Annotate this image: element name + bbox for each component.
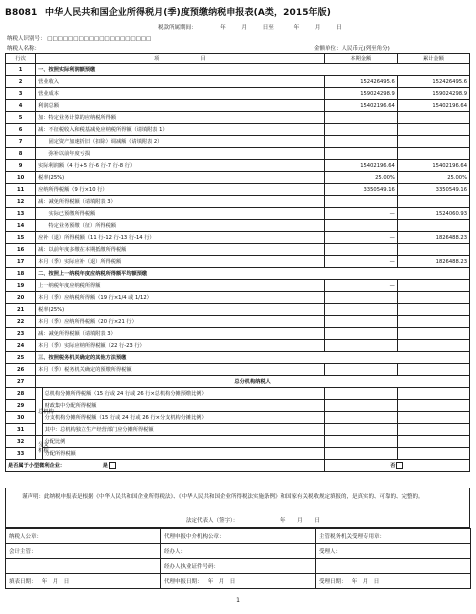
branch-label-line2: 机构 xyxy=(38,447,49,454)
row-number: 5 xyxy=(6,112,36,124)
tax-period xyxy=(158,23,342,31)
table-row xyxy=(6,400,470,412)
accounting-supervisor[interactable]: 会计主管： xyxy=(6,544,161,559)
row-current-value[interactable] xyxy=(324,196,397,208)
row-cumulative-value[interactable] xyxy=(397,388,469,400)
hq-label: 总机构 xyxy=(36,388,42,436)
row-item: 减：以前年度多缴在本期抵缴所得税额 xyxy=(36,244,325,256)
row-item: 减：减免所得税额（请填附表 3） xyxy=(36,328,325,340)
row-cumulative-value[interactable]: 15402196.64 xyxy=(397,160,469,172)
row-cumulative-value[interactable] xyxy=(397,136,469,148)
table-row xyxy=(6,292,470,304)
header-item: 项 目 xyxy=(36,54,325,64)
table-row xyxy=(6,148,470,160)
table-row xyxy=(6,388,470,400)
row-number: 22 xyxy=(6,316,36,328)
section-row xyxy=(6,64,470,76)
table-row xyxy=(6,220,470,232)
row-number: 2 xyxy=(6,76,36,88)
taxpayer-id-boxes[interactable]: □□□□□□□□□□□□□□□□□□□□ xyxy=(47,36,152,42)
form-code: B8081 xyxy=(5,8,38,18)
tax-return-table xyxy=(5,53,470,472)
row-current-value[interactable] xyxy=(324,340,397,352)
section-title-other-method: 三、按照税务机关确定的其他方法预缴 xyxy=(36,352,470,364)
table-row xyxy=(6,412,470,424)
row-cumulative-value[interactable] xyxy=(397,328,469,340)
small-enterprise-row xyxy=(6,460,470,472)
row-cumulative-value[interactable] xyxy=(397,364,469,376)
row-current-value[interactable] xyxy=(324,148,397,160)
row-cumulative-value[interactable]: 1826488.23 xyxy=(397,256,469,268)
period-day-2: 日 xyxy=(336,25,342,31)
row-item: 应纳所得税额（9 行×10 行） xyxy=(36,184,325,196)
row-number: 21 xyxy=(6,304,36,316)
accept-date-label: 受理日期： xyxy=(319,579,347,585)
row-number: 19 xyxy=(6,280,36,292)
row-number: 1 xyxy=(6,64,36,76)
row-current-value[interactable] xyxy=(324,220,397,232)
table-row xyxy=(6,448,470,460)
taxpayer-seal[interactable]: 纳税人公章： xyxy=(6,529,161,544)
row-current-value[interactable] xyxy=(324,400,397,412)
signature-day: 日 xyxy=(314,518,321,524)
row-item: 弥补以前年度亏损 xyxy=(36,148,325,160)
row-item: 本月（季）应纳税所得额（19 行×1/4 或 1/12） xyxy=(36,292,325,304)
row-cumulative-value[interactable]: 3350549.16 xyxy=(397,184,469,196)
unit-label: 金额单位： xyxy=(314,46,342,52)
footer-row xyxy=(6,574,471,589)
row-item: 税率(25%) xyxy=(36,304,325,316)
table-row xyxy=(6,196,470,208)
row-current-value[interactable]: 152426495.6 xyxy=(324,76,397,88)
row-current-value[interactable] xyxy=(324,136,397,148)
taxpayer-id-label: 纳税人识别号： xyxy=(7,36,46,42)
table-row xyxy=(6,304,470,316)
row-current-value[interactable]: 15402196.64 xyxy=(324,100,397,112)
tax-authority-seal[interactable]: 主管税务机关受理专用章： xyxy=(316,529,471,544)
row-current-value[interactable]: — xyxy=(324,208,397,220)
row-current-value[interactable] xyxy=(324,412,397,424)
declaration-text: 谨声明：此纳税申报表是根据《中华人民共和国企业所得税法》、《中华人民共和国企业所得税法实施条例》和国家有关税收规定填报的，是真实的、可靠的、完整的。 xyxy=(22,494,424,500)
footer-row xyxy=(6,529,471,544)
row-number: 32 xyxy=(6,436,36,448)
row-item: 减：减免所得税额（请填附表 3） xyxy=(36,196,325,208)
form-title-text: 中华人民共和国企业所得税月(季)度预缴纳税申报表(A类，2015年版) xyxy=(45,8,331,18)
row-cumulative-value[interactable]: 25.00% xyxy=(397,172,469,184)
row-item: 本月（季）实际应纳所得税额（22 行-23 行） xyxy=(36,340,325,352)
row-number: 27 xyxy=(6,376,36,388)
table-row xyxy=(6,340,470,352)
section2-rows xyxy=(6,280,470,352)
row-item: 本月（季）实际应补（退）所得税额 xyxy=(36,256,325,268)
fill-date[interactable] xyxy=(6,574,161,589)
row-number: 29 xyxy=(6,400,36,412)
table-row xyxy=(6,208,470,220)
row-cumulative-value[interactable] xyxy=(397,400,469,412)
row-cumulative-value[interactable]: 152426495.6 xyxy=(397,76,469,88)
table-row xyxy=(6,232,470,244)
section-title-average: 二、按照上一纳税年度应纳税所得额平均额预缴 xyxy=(36,268,470,280)
row-cumulative-value[interactable] xyxy=(397,292,469,304)
row-item: 固定资产加速折旧（扣除）调减额（请填附表 2） xyxy=(36,136,325,148)
row-cumulative-value[interactable] xyxy=(397,124,469,136)
row-current-value[interactable]: — xyxy=(324,232,397,244)
footer-row xyxy=(6,559,471,574)
row-current-value[interactable]: 15402196.64 xyxy=(324,160,397,172)
row-cumulative-value[interactable] xyxy=(397,196,469,208)
fill-date-label: 填表日期： xyxy=(9,579,37,585)
currency-unit xyxy=(314,44,390,52)
period-day-to: 日至 xyxy=(262,25,274,31)
table-row xyxy=(6,280,470,292)
row-number: 11 xyxy=(6,184,36,196)
row-current-value[interactable] xyxy=(324,124,397,136)
section1-rows xyxy=(6,76,470,268)
small-no-label: 否 xyxy=(390,463,396,469)
row-current-value[interactable] xyxy=(324,436,397,448)
table-row xyxy=(6,124,470,136)
row-number: 16 xyxy=(6,244,36,256)
row-current-value[interactable]: — xyxy=(324,280,397,292)
fill-date-ymd: 年 月 日 xyxy=(41,579,70,585)
row-number: 3 xyxy=(6,88,36,100)
agent-seal[interactable]: 代理申报中介机构公章： xyxy=(161,529,316,544)
row-number: 18 xyxy=(6,268,36,280)
legal-rep-signature xyxy=(186,516,320,524)
small-no-cell xyxy=(324,460,469,472)
row-cumulative-value[interactable]: 1524060.93 xyxy=(397,208,469,220)
table-header-row xyxy=(6,54,470,64)
row-cumulative-value[interactable]: 15402196.64 xyxy=(397,100,469,112)
agent-date[interactable] xyxy=(161,574,316,589)
small-enterprise-question xyxy=(6,460,325,472)
row-current-value[interactable] xyxy=(324,316,397,328)
row-number: 31 xyxy=(6,424,36,436)
period-label: 税款所属期间： xyxy=(158,25,197,31)
row-item: 分支机构分摊所得税额（15 行或 24 行或 26 行×分支机构分摊比例） xyxy=(42,412,324,424)
row-item: 财政集中分配所得税额 xyxy=(42,400,324,412)
row-number: 6 xyxy=(6,124,36,136)
row-current-value[interactable] xyxy=(324,424,397,436)
small-yes-label: 是 xyxy=(102,463,108,469)
row-cumulative-value[interactable]: 1826488.23 xyxy=(397,232,469,244)
row-cumulative-value[interactable] xyxy=(397,220,469,232)
row-cumulative-value[interactable] xyxy=(397,148,469,160)
branch-label-line1: 分支 xyxy=(38,441,49,448)
page-number: 1 xyxy=(236,597,240,604)
footer-table xyxy=(5,528,471,589)
row-item: 营业收入 xyxy=(36,76,325,88)
row-number: 20 xyxy=(6,292,36,304)
acceptor[interactable]: 受理人： xyxy=(316,544,471,559)
row-item: 应补（退）所得税额（11 行-12 行-13 行-14 行） xyxy=(36,232,325,244)
row-current-value[interactable] xyxy=(324,364,397,376)
row-item: 减：不征税收入和税基减免应纳税所得额（请填附表 1） xyxy=(36,124,325,136)
header-row-no: 行次 xyxy=(6,54,36,64)
period-year-1: 年 xyxy=(220,25,226,31)
row-current-value[interactable] xyxy=(324,244,397,256)
table-row xyxy=(6,76,470,88)
table-row xyxy=(6,328,470,340)
footer-row xyxy=(6,544,471,559)
table-row xyxy=(6,424,470,436)
row-item: 实际已预缴所得税额 xyxy=(36,208,325,220)
signature-year: 年 xyxy=(280,518,286,524)
row-current-value[interactable]: 3350549.16 xyxy=(324,184,397,196)
row-item: 分配所得税额 xyxy=(42,448,324,460)
row-item: 其中：总机构独立生产经营部门应分摊所得税额 xyxy=(42,424,324,436)
taxpayer-id-row xyxy=(7,34,151,42)
period-month-1: 月 xyxy=(241,25,248,31)
row-item: 税率(25%) xyxy=(36,172,325,184)
row-cumulative-value[interactable] xyxy=(397,412,469,424)
row-number: 17 xyxy=(6,256,36,268)
row-cumulative-value[interactable] xyxy=(397,340,469,352)
signature-month: 月 xyxy=(297,518,303,524)
table-row xyxy=(6,136,470,148)
table-row xyxy=(6,364,470,376)
row-number: 26 xyxy=(6,364,36,376)
row-number: 23 xyxy=(6,328,36,340)
row-current-value[interactable]: 159024298.9 xyxy=(324,88,397,100)
table-row xyxy=(6,244,470,256)
section-row xyxy=(6,352,470,364)
section-row xyxy=(6,376,470,388)
header-current: 本期金额 xyxy=(324,54,397,64)
signature-label: 法定代表人（签字）： xyxy=(186,518,239,524)
row-number: 9 xyxy=(6,160,36,172)
row-item: 营业成本 xyxy=(36,88,325,100)
header-cumulative: 累计金额 xyxy=(397,54,469,64)
row-number: 10 xyxy=(6,172,36,184)
row-item: 实际利润额（4 行+5 行-6 行-7 行-8 行） xyxy=(36,160,325,172)
period-month-2: 月 xyxy=(314,25,321,31)
table-row xyxy=(6,256,470,268)
table-row xyxy=(6,100,470,112)
row-current-value[interactable] xyxy=(324,292,397,304)
row-number: 8 xyxy=(6,148,36,160)
row-current-value[interactable] xyxy=(324,448,397,460)
section-title-actual-profit: 一、按照实际利润额预缴 xyxy=(36,64,470,76)
table-row xyxy=(6,316,470,328)
row-cumulative-value[interactable] xyxy=(397,448,469,460)
table-row xyxy=(6,172,470,184)
row-number: 25 xyxy=(6,352,36,364)
table-row xyxy=(6,88,470,100)
row-number: 28 xyxy=(6,388,36,400)
row-item: 加：特定业务计算的应纳税所得额 xyxy=(36,112,325,124)
row-number: 15 xyxy=(6,232,36,244)
row-current-value[interactable]: — xyxy=(324,256,397,268)
row-cumulative-value[interactable] xyxy=(397,424,469,436)
accept-date[interactable] xyxy=(316,574,471,589)
table-row xyxy=(6,436,470,448)
row-current-value[interactable] xyxy=(324,112,397,124)
declaration-box xyxy=(5,488,470,528)
row-number: 4 xyxy=(6,100,36,112)
row-cumulative-value[interactable] xyxy=(397,280,469,292)
row-item: 特定业务预缴（征）所得税额 xyxy=(36,220,325,232)
table-row xyxy=(6,160,470,172)
small-enterprise-label: 是否属于小型微利企业： xyxy=(8,463,66,469)
small-yes-checkbox[interactable] xyxy=(109,462,116,469)
row-item: 本月（季）税务机关确定的预缴所得税额 xyxy=(36,364,325,376)
agent-date-ymd: 年 月 日 xyxy=(207,579,236,585)
section-title-consolidated: 总分机构纳税人 xyxy=(36,376,470,388)
row-current-value[interactable] xyxy=(324,388,397,400)
section-row xyxy=(6,268,470,280)
handler-license-number[interactable]: 经办人执业证件号码： xyxy=(161,559,316,574)
footer-blank xyxy=(6,559,161,574)
row-item: 本月（季）应纳所得税额（20 行×21 行） xyxy=(36,316,325,328)
table-row xyxy=(6,112,470,124)
row-item: 利润总额 xyxy=(36,100,325,112)
table-row xyxy=(6,184,470,196)
row-cumulative-value[interactable] xyxy=(397,304,469,316)
row-current-value[interactable] xyxy=(324,328,397,340)
taxpayer-name-label: 纳税人名称： xyxy=(7,46,41,52)
row-number: 7 xyxy=(6,136,36,148)
period-year-2: 年 xyxy=(293,25,300,31)
row-number: 13 xyxy=(6,208,36,220)
form-title xyxy=(5,5,465,17)
agent-date-label: 代理申报日期： xyxy=(164,579,203,585)
row-number: 33 xyxy=(6,448,36,460)
unit-value: 人民币元(列至角分) xyxy=(341,46,390,52)
footer-blank xyxy=(316,559,471,574)
row-current-value[interactable] xyxy=(324,304,397,316)
row-cumulative-value[interactable] xyxy=(397,244,469,256)
row-item: 总机构分摊所得税额（15 行或 24 行或 26 行×总机构分摊预缴比例） xyxy=(42,388,324,400)
row-number: 24 xyxy=(6,340,36,352)
row-cumulative-value[interactable]: 159024298.9 xyxy=(397,88,469,100)
taxpayer-name-row xyxy=(7,44,40,52)
row-number: 30 xyxy=(6,412,36,424)
row-current-value[interactable]: 25.00% xyxy=(324,172,397,184)
row-item: 分配比例 xyxy=(42,436,324,448)
row-number: 14 xyxy=(6,220,36,232)
row-cumulative-value[interactable] xyxy=(397,316,469,328)
row-item: 上一纳税年度应纳税所得额 xyxy=(36,280,325,292)
row-number: 12 xyxy=(6,196,36,208)
row-cumulative-value[interactable] xyxy=(397,112,469,124)
agent-handler[interactable]: 经办人： xyxy=(161,544,316,559)
row-cumulative-value[interactable] xyxy=(397,436,469,448)
accept-date-ymd: 年 月 日 xyxy=(351,579,380,585)
small-no-checkbox[interactable] xyxy=(396,462,403,469)
